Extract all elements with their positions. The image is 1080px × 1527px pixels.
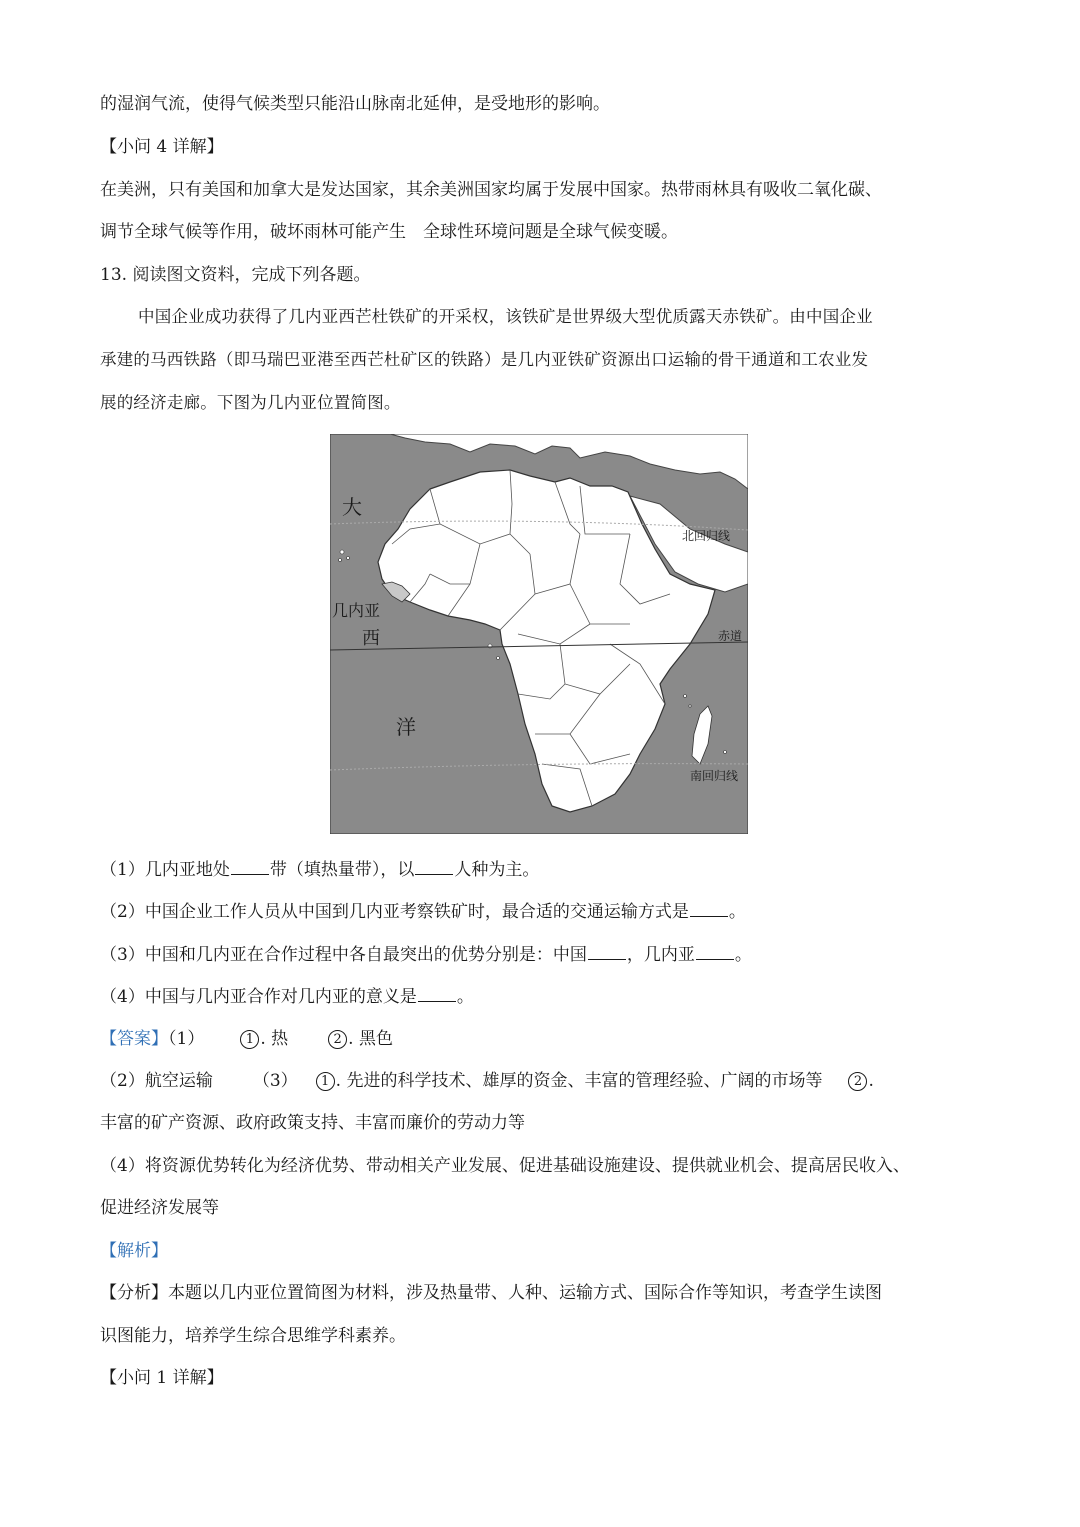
text-line: 在美洲，只有美国和加拿大是发达国家，其余美洲国家均属于发展中国家。热带雨林具有吸收二氧化碳、 xyxy=(100,180,882,200)
answer-line-2 xyxy=(100,1069,874,1093)
answer-label: 【答案】 xyxy=(100,1029,168,1049)
analysis-label: 【解析】 xyxy=(100,1241,168,1261)
guinea-location-map xyxy=(330,434,748,834)
answer-blank xyxy=(696,943,734,960)
guinea-label: 几内亚 xyxy=(332,601,381,620)
answer-text: . 黑色 xyxy=(348,1029,393,1049)
answer-number: （1） xyxy=(168,1029,205,1049)
tropic-south-label: 南回归线 xyxy=(690,769,739,783)
question-3 xyxy=(100,943,752,967)
answer-text: . 先进的科学技术、雄厚的资金、丰富的管理经验、广阔的市场等 xyxy=(335,1071,823,1091)
question-text: 人种为主。 xyxy=(454,860,540,880)
tropic-north-label: 北回归线 xyxy=(682,529,731,543)
passage-line: 中国企业成功获得了几内亚西芒杜铁矿的开采权，该铁矿是世界级大型优质露天赤铁矿。由中国企业 xyxy=(138,307,873,326)
question-text: 带（填热量带），以 xyxy=(269,860,415,880)
analysis-line: 【分析】本题以几内亚位置简图为材料，涉及热量带、人种、运输方式、国际合作等知识，考查学生读图 xyxy=(100,1283,882,1303)
passage-line: 展的经济走廊。下图为几内亚位置简图。 xyxy=(100,393,401,412)
question-text: 。 xyxy=(456,987,474,1007)
answer-line-4: （4）将资源优势转化为经济优势、带动相关产业发展、促进基础设施建设、提供就业机会、提高居民收入、 xyxy=(100,1156,910,1176)
passage-line: 承建的马西铁路（即马瑞巴亚港至西芒杜矿区的铁路）是几内亚铁矿资源出口运输的骨干通道和工农业发 xyxy=(100,350,869,369)
question-text: （3）中国和几内亚在合作过程中各自最突出的优势分别是：中国 xyxy=(100,945,587,965)
circled-number: 2 xyxy=(328,1030,347,1049)
text-line: 的湿润气流，使得气候类型只能沿山脉南北延伸，是受地形的影响。 xyxy=(100,94,610,114)
answer-blank xyxy=(231,858,269,875)
answer-number: （3） xyxy=(252,1071,298,1091)
answer-line-5: 促进经济发展等 xyxy=(100,1198,219,1218)
question-2 xyxy=(100,900,746,924)
answer-text: . 热 xyxy=(260,1029,289,1049)
analysis-line: 识图能力，培养学生综合思维学科素养。 xyxy=(100,1326,406,1346)
question-text: （2）中国企业工作人员从中国到几内亚考察铁矿时，最合适的交通运输方式是 xyxy=(100,902,689,922)
answer-text: . xyxy=(868,1071,874,1091)
subquestion-heading: 【小问 1 详解】 xyxy=(100,1368,224,1388)
text-line: 调节全球气候等作用，破坏雨林可能产生 全球性环境问题是全球气候变暖。 xyxy=(100,222,678,242)
question-4 xyxy=(100,985,474,1009)
subquestion-heading: 【小问 4 详解】 xyxy=(100,137,224,157)
equator-label: 赤道 xyxy=(718,629,743,643)
question-text: （1）几内亚地处 xyxy=(100,860,230,880)
answer-line-1 xyxy=(100,1027,393,1051)
question-1 xyxy=(100,858,539,882)
answer-blank xyxy=(690,900,728,917)
ocean-label-3: 洋 xyxy=(396,715,416,739)
answer-blank xyxy=(418,985,456,1002)
circled-number: 1 xyxy=(316,1072,335,1091)
question-text: ，几内亚 xyxy=(626,945,695,965)
ocean-label-1: 大 xyxy=(342,495,362,519)
circled-number: 1 xyxy=(240,1030,259,1049)
question-text: 。 xyxy=(728,902,746,922)
question-text: 。 xyxy=(734,945,752,965)
answer-text: （2）航空运输 xyxy=(100,1071,213,1091)
ocean-label-2: 西 xyxy=(362,628,380,649)
circled-number: 2 xyxy=(848,1072,867,1091)
answer-blank xyxy=(588,943,626,960)
answer-line-3: 丰富的矿产资源、政府政策支持、丰富而廉价的劳动力等 xyxy=(100,1113,525,1133)
question-title: 13. 阅读图文资料，完成下列各题。 xyxy=(100,265,371,285)
answer-blank xyxy=(415,858,453,875)
question-text: （4）中国与几内亚合作对几内亚的意义是 xyxy=(100,987,417,1007)
